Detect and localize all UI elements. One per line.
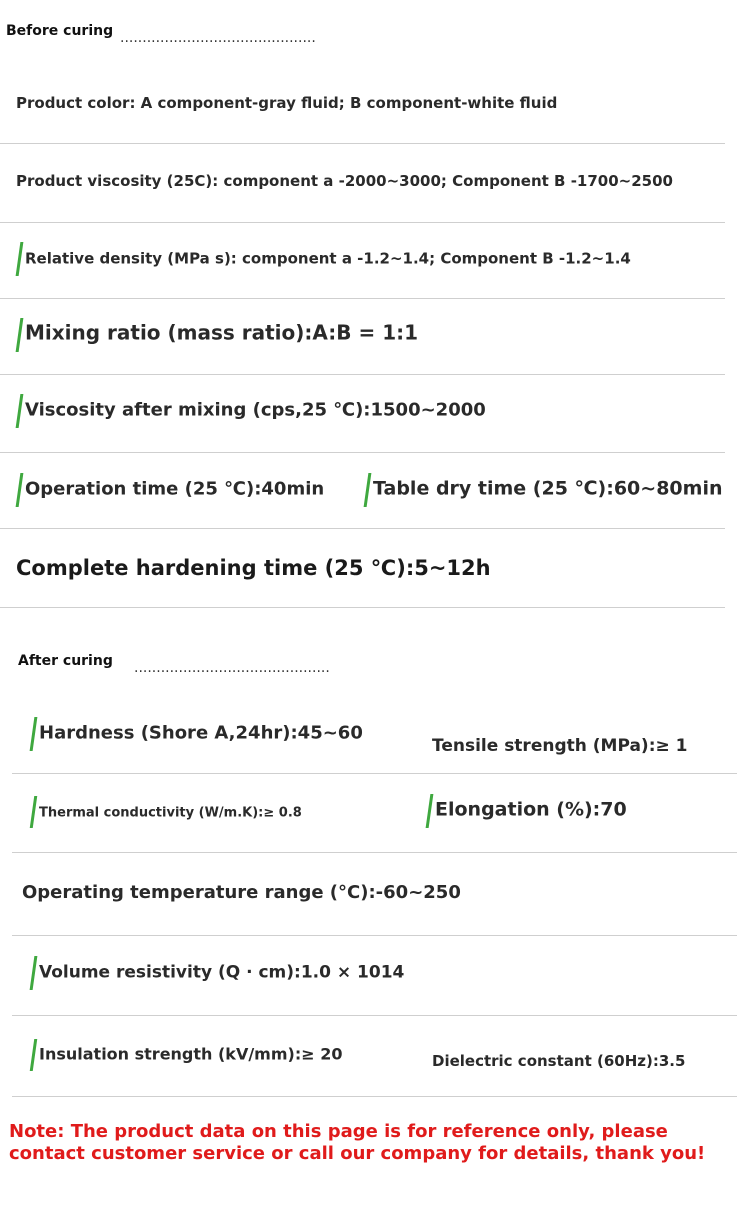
before-curing-dots: ............................................ bbox=[120, 30, 316, 46]
insulation-row bbox=[32, 1039, 342, 1071]
divider bbox=[0, 607, 725, 608]
green-bar-icon bbox=[30, 796, 37, 828]
divider bbox=[12, 1096, 737, 1097]
dielectric-constant: Dielectric constant (60Hz):3.5 bbox=[432, 1052, 686, 1070]
thermal-row bbox=[32, 796, 302, 828]
divider bbox=[0, 374, 725, 375]
divider bbox=[12, 852, 737, 853]
hardness-row bbox=[32, 717, 363, 751]
hardening-time: Complete hardening time (25 ℃):5~12h bbox=[16, 556, 491, 580]
table-dry-time-row bbox=[366, 473, 722, 507]
product-color: Product color: A component-gray fluid; B component-white fluid bbox=[16, 94, 558, 112]
operating-temperature: Operating temperature range (°C):-60~250 bbox=[22, 882, 461, 903]
relative-density-row bbox=[18, 242, 631, 276]
green-bar-icon bbox=[30, 1039, 37, 1071]
divider bbox=[12, 1015, 737, 1016]
reference-note: Note: The product data on this page is for reference only, please contact customer service or call our company for details, thank you! bbox=[9, 1121, 706, 1164]
mixing-ratio: Mixing ratio (mass ratio):A:B = 1:1 bbox=[25, 320, 419, 345]
table-dry-time: Table dry time (25 ℃):60~80min bbox=[373, 477, 723, 500]
before-curing-header: Before curing bbox=[6, 23, 114, 39]
operation-time: Operation time (25 ℃):40min bbox=[25, 478, 325, 500]
green-bar-icon bbox=[364, 473, 372, 507]
insulation-strength: Insulation strength (kV/mm):≥ 20 bbox=[39, 1044, 343, 1064]
product-viscosity: Product viscosity (25C): component a -2000~3000; Component B -1700~2500 bbox=[16, 172, 673, 190]
divider bbox=[12, 935, 737, 936]
after-curing-header: After curing bbox=[18, 653, 113, 669]
mixing-ratio-row bbox=[18, 318, 418, 352]
divider bbox=[12, 773, 737, 774]
divider bbox=[0, 452, 725, 453]
green-bar-icon bbox=[30, 717, 38, 751]
operation-time-row bbox=[18, 473, 324, 507]
green-bar-icon bbox=[30, 956, 38, 990]
green-bar-icon bbox=[426, 794, 434, 828]
elongation-row bbox=[428, 794, 627, 828]
viscosity-after-mixing: Viscosity after mixing (cps,25 ℃):1500~2000 bbox=[25, 399, 486, 421]
divider bbox=[0, 143, 725, 144]
divider bbox=[0, 528, 725, 529]
after-curing-dots: ............................................ bbox=[134, 660, 330, 676]
divider bbox=[0, 222, 725, 223]
elongation: Elongation (%):70 bbox=[435, 798, 627, 821]
tensile-strength: Tensile strength (MPa):≥ 1 bbox=[432, 736, 688, 756]
hardness: Hardness (Shore A,24hr):45~60 bbox=[39, 722, 363, 744]
resistivity-row bbox=[32, 956, 404, 990]
green-bar-icon bbox=[16, 242, 24, 276]
relative-density: Relative density (MPa s): component a -1.2~1.4; Component B -1.2~1.4 bbox=[25, 249, 631, 268]
thermal-conductivity: Thermal conductivity (W/m.K):≥ 0.8 bbox=[39, 805, 302, 821]
green-bar-icon bbox=[16, 318, 24, 352]
green-bar-icon bbox=[16, 394, 24, 428]
volume-resistivity: Volume resistivity (Q · cm):1.0 × 1014 bbox=[39, 962, 405, 983]
divider bbox=[0, 298, 725, 299]
green-bar-icon bbox=[16, 473, 24, 507]
viscosity-mixing-row bbox=[18, 394, 486, 428]
